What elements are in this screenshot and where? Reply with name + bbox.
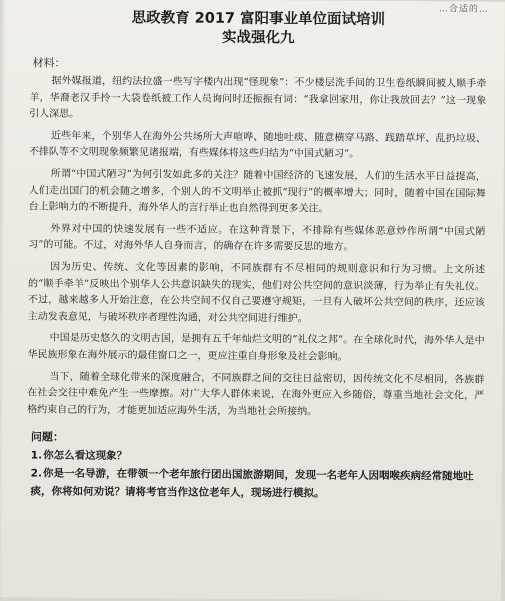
question-item [30,465,483,504]
questions-label: 问题： [30,430,64,444]
paragraph: 近些年来，个别华人在海外公共场所大声喧哗、随地吐痰、随意横穿马路、践踏草坪、乱扔垃圾、不排队等不文明现象频繁见诸报端，有些媒体将这些归结为“中国式陋习”。 [28,130,487,161]
page-shadow [0,0,6,597]
question-text: 你怎么看这现象？ [43,449,128,463]
paragraph: 据外媒报道，纽约法拉盛一些写字楼内出现“怪现象”：不少楼层洗手间的卫生卷纸瞬间被人顺手牵羊，华裔老汉手拎一大袋卷纸被工作人员询问时还振振有词：“我拿回家用，你让我放回去？”这一现象引人深思。 [29,75,487,120]
paragraph: 当下，随着全球化带来的深度融合，不同族群之间的交往日益密切，因传统文化不尽相同，各族群在社会交往中难免产生一些摩擦。对广大华人群体来说，在海外更应入乡随俗，尊重当地社会文化，严格约束自己的行为，才能更加适应海外生活，为当地社会所接纳。 [27,371,485,418]
paragraph: 因为历史、传统、文化等因素的影响，不同族群有不尽相同的规则意识和行为习惯。上文所述的“顺手牵羊”反映出个别华人公共意识缺失的现实，他们对公共空间的意识淡薄，行为举止有失礼仪。不过，越来越多人开始注意，在公共空间不仅自己要遵守规矩，一旦有人破坏公共空间的秩序，还应该主动发表意见，与破坏秩序者理性沟通，对公共空间进行维护。 [27,261,486,325]
page-title: 思政教育 2017 富阳事业单位面试培训 [131,10,386,28]
question-text: 你是一名导游，在带领一个老年旅行团出国旅游期间，发现一名老年人因咽喉疾病经常随地吐痰，你将如何劝说？请将考官当作这位老年人，现场进行模拟。 [30,467,474,500]
paragraph: 外界对中国的快速发展有一些不适应。在这种背景下，不排除有些媒体恶意炒作所谓“中国式陋习”的可能。不过，对海外华人自身而言，的确存在许多需要反思的地方。 [28,223,486,254]
material-label: 材料： [32,56,66,70]
paragraph: 所谓“中国式陋习”为何引发如此多的关注？随着中国经济的飞速发展，人们的生活水平日益提高，人们走出国门的机会随之增多，个别人的不文明举止被抓“现行”的概率增大；同时，随着中国在国际舞台上影响力的不断提升，海外华人的言行举止也自然得到更多关注。 [28,168,486,215]
question-number: 2. [30,467,43,480]
paragraph: 中国是历史悠久的文明古国，是拥有五千年灿烂文明的“礼仪之邦”。在全球化时代，海外华人是中华民族形象在海外展示的最佳窗口之一，更应注重自身形象及社会影响。 [27,332,485,363]
header-scrap-text: …合适的… [438,4,489,15]
question-number: 1. [30,449,43,462]
page-subtitle: 实战强化九 [221,29,295,47]
